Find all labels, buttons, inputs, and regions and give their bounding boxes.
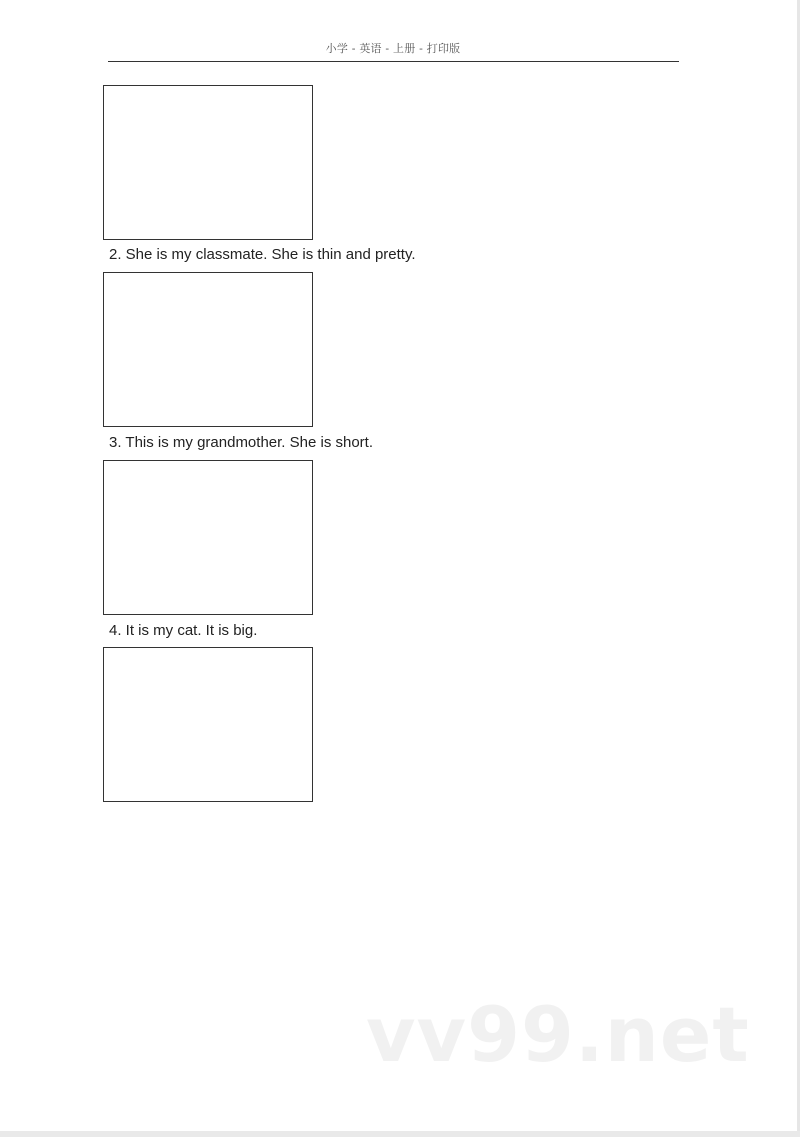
item-2-sentence: 2. She is my classmate. She is thin and pretty.: [109, 246, 416, 263]
drawing-box-1: [103, 85, 313, 240]
watermark: vv99.net: [366, 990, 750, 1079]
item-4-sentence: 4. It is my cat. It is big.: [109, 622, 258, 639]
drawing-box-2: [103, 272, 313, 427]
item-3-sentence: 3. This is my grandmother. She is short.: [109, 434, 374, 451]
drawing-box-4: [103, 647, 313, 802]
page-bottom-edge: [0, 1131, 800, 1137]
page-header-title: 小学 - 英语 - 上册 - 打印版: [325, 42, 461, 55]
drawing-box-3: [103, 460, 313, 615]
header-divider: [108, 61, 679, 62]
